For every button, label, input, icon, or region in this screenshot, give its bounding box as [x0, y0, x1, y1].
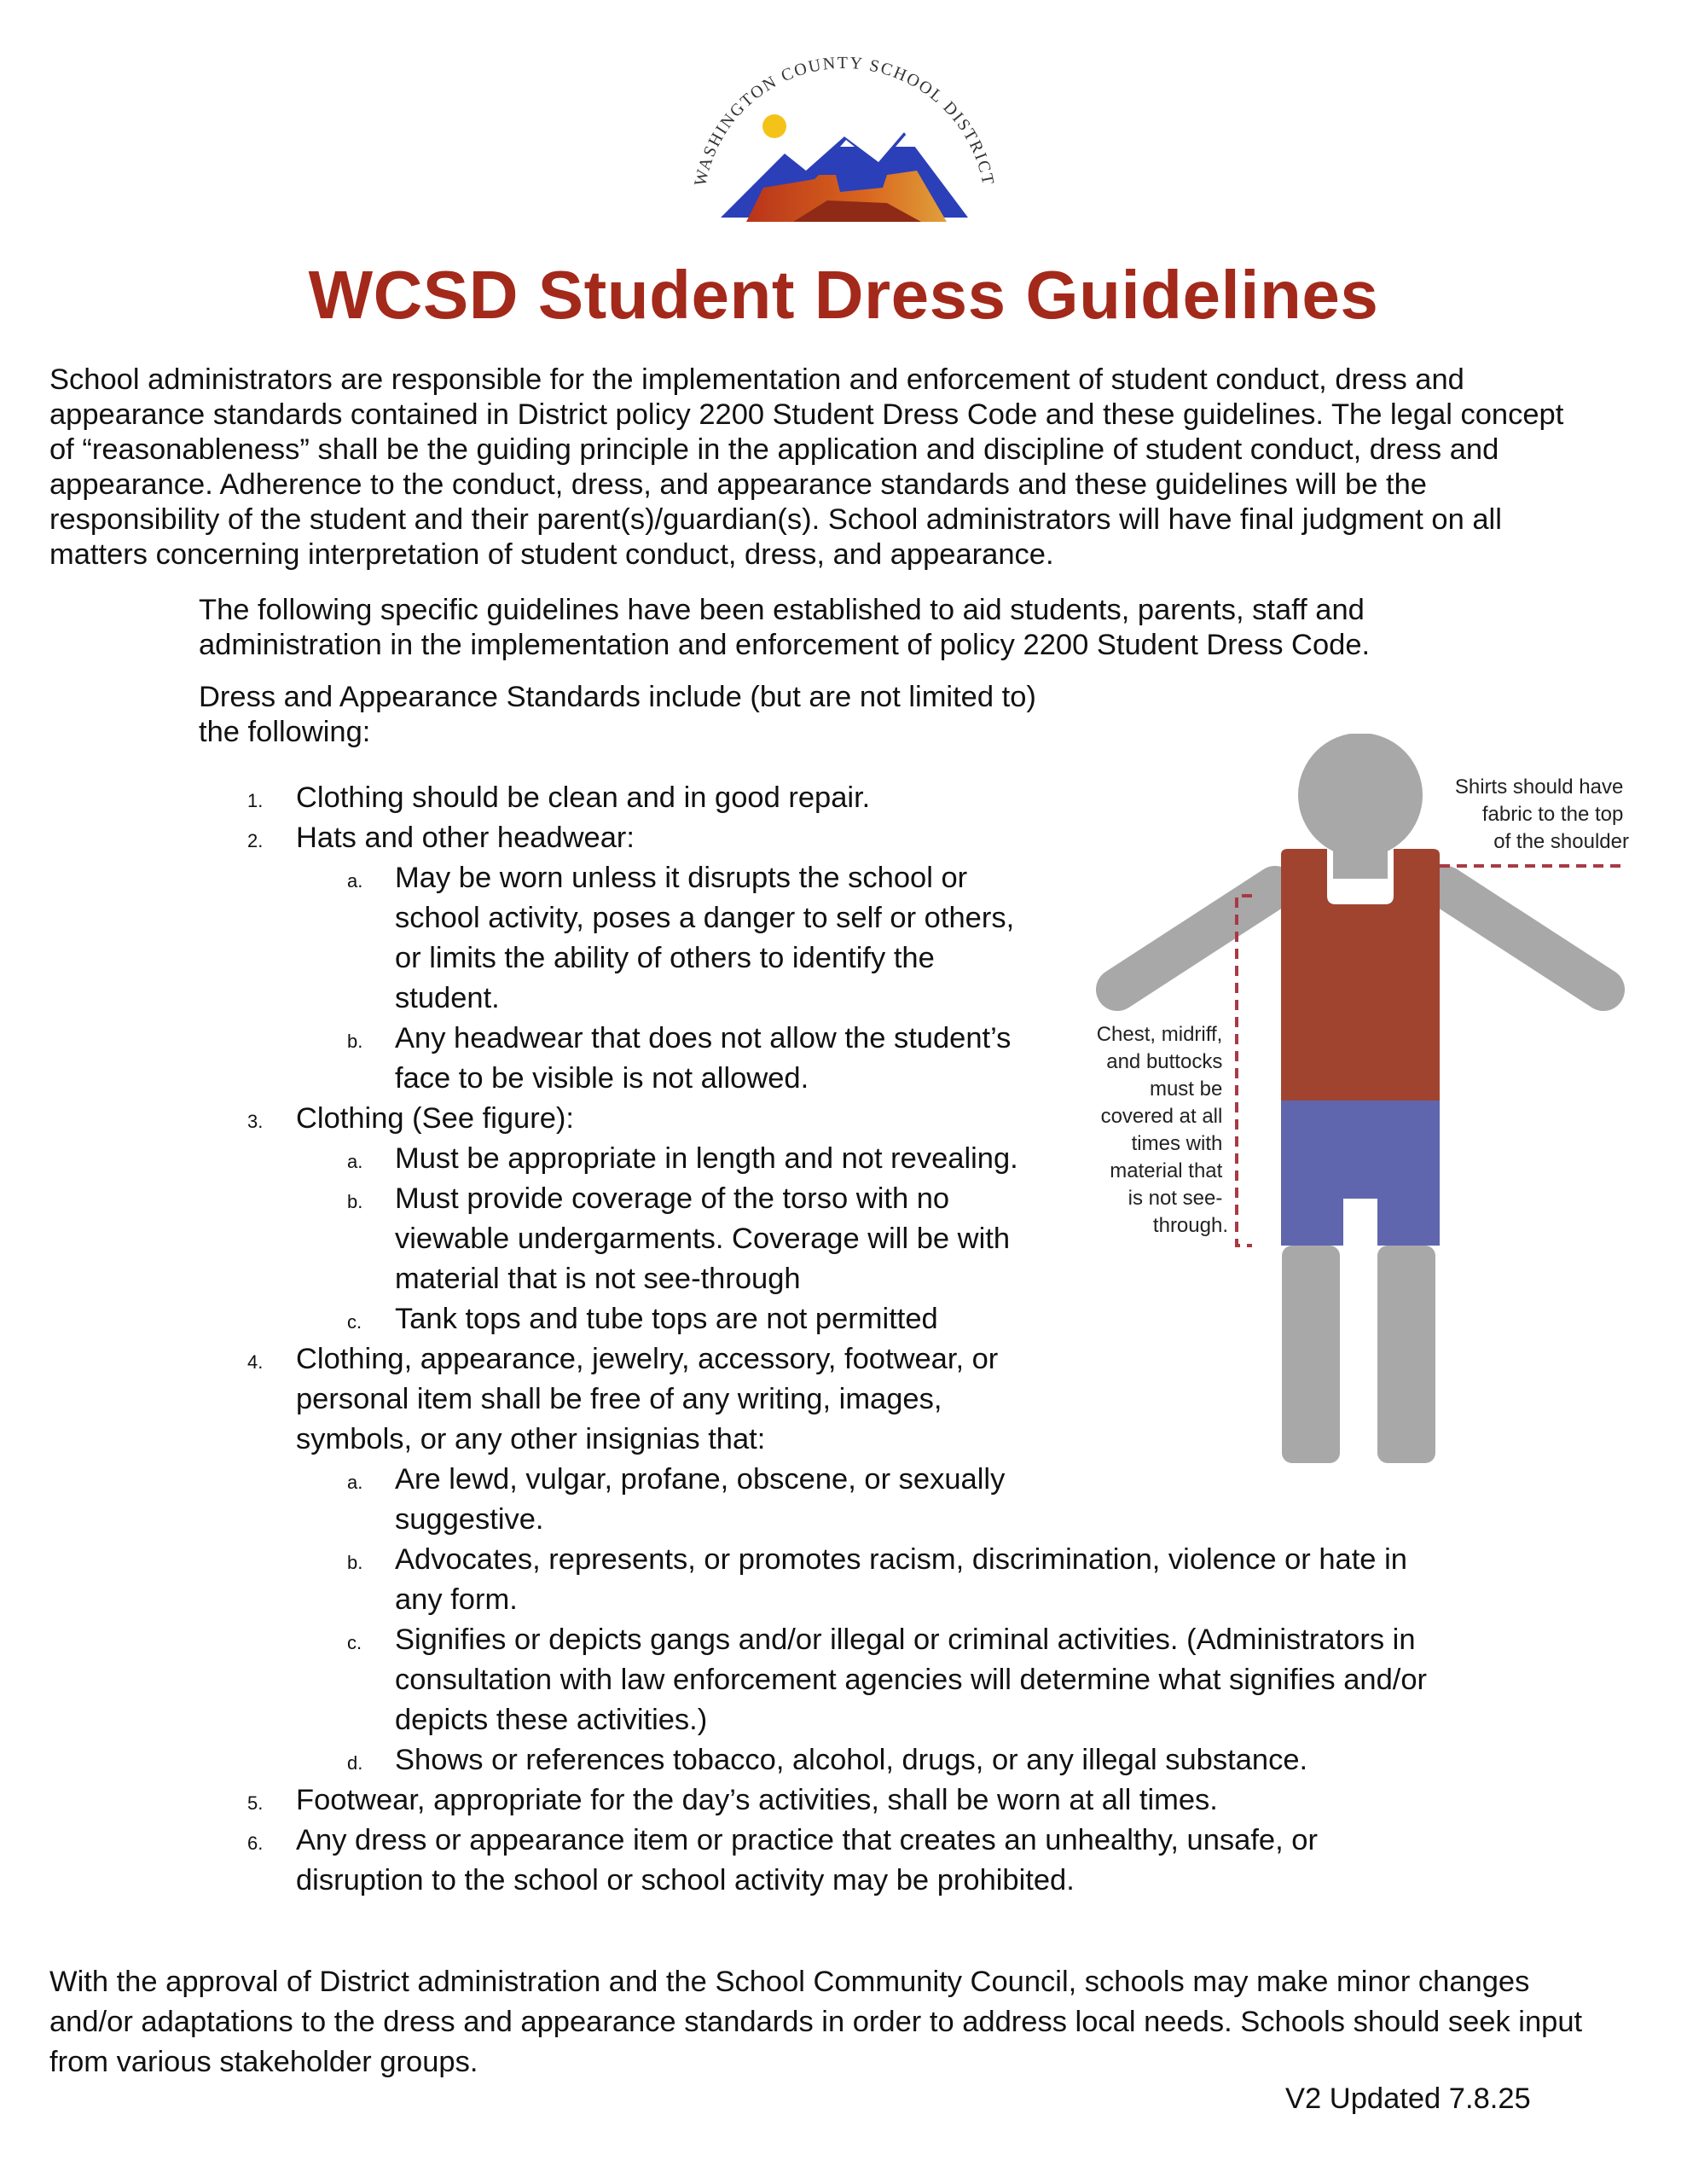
standards-intro [199, 680, 1137, 750]
figure-head [1298, 734, 1423, 857]
specific-guidelines-paragraph [199, 593, 1478, 663]
list-number: 5. [247, 1792, 264, 1814]
sub-item: Signifies or depicts gangs and/or illegal or criminal activities. (Administrators in consultation with law enforcement agencies will determine what signifies and/or depicts these activities.) [395, 1623, 1428, 1736]
logo-org-name: WASHINGTON COUNTY SCHOOL DISTRICT [691, 53, 998, 189]
closing-paragraph [49, 1962, 1653, 2082]
list-number: 3. [247, 1111, 264, 1132]
page-title: WCSD Student Dress Guidelines [308, 257, 1379, 333]
sub-letter: c. [347, 1311, 362, 1333]
torso-note: Chest, midriff, and buttocks must be covered at all times with material that is not see- through. [1096, 1023, 1228, 1237]
torso-guide-bracket [1237, 896, 1252, 1246]
list-number: 4. [247, 1351, 264, 1373]
list-item: Clothing, appearance, jewelry, accessory, footwear, or personal item shall be free of any writing, images, symbols, or any other insignias that: [296, 1343, 999, 1455]
figure-left-arm [1117, 887, 1275, 990]
figure-neck [1333, 845, 1388, 879]
sub-letter: b. [347, 1031, 363, 1052]
sub-letter: c. [347, 1632, 362, 1653]
standards-line: Dress and Appearance Standards include (but are not limited to) [199, 681, 1036, 713]
sub-letter: b. [347, 1552, 363, 1573]
sub-item: Must provide coverage of the torso with no viewable undergarments. Coverage will be with material that is not see-through [395, 1182, 1011, 1295]
intro-paragraph [49, 363, 1653, 572]
intro-line: appearance standards contained in District policy 2200 Student Dress Code and these guidelines. The legal concept [49, 398, 1564, 431]
sub-item: Any headwear that does not allow the student’s face to be visible is not allowed. [395, 1022, 1012, 1095]
intro-line: of “reasonableness” shall be the guiding principle in the application and discipline of student conduct, dress and [49, 433, 1499, 466]
figure-right-arm [1446, 887, 1603, 990]
intro-line: matters concerning interpretation of student conduct, dress, and appearance. [49, 538, 1054, 571]
district-logo [665, 51, 1023, 247]
specific-line: administration in the implementation and enforcement of policy 2200 Student Dress Code. [199, 629, 1371, 661]
intro-line: School administrators are responsible for the implementation and enforcement of student conduct, dress and [49, 363, 1464, 396]
list-number: 6. [247, 1833, 264, 1854]
sub-item: Must be appropriate in length and not revealing. [395, 1142, 1018, 1175]
sub-item: Advocates, represents, or promotes racism, discrimination, violence or hate in any form. [395, 1543, 1407, 1616]
standards-line: the following: [199, 716, 371, 748]
sub-item: Are lewd, vulgar, profane, obscene, or sexually suggestive. [395, 1463, 1006, 1536]
dress-code-figure [1083, 734, 1638, 1476]
figure-left-leg [1282, 1246, 1340, 1463]
sub-letter: a. [347, 870, 363, 892]
sub-letter: a. [347, 1472, 363, 1493]
sub-item: Shows or references tobacco, alcohol, drugs, or any illegal substance. [395, 1744, 1308, 1776]
closing-line: With the approval of District administration and the School Community Council, schools may make minor changes [49, 1966, 1530, 1998]
sub-letter: b. [347, 1191, 363, 1212]
specific-line: The following specific guidelines have been established to aid students, parents, staff and [199, 594, 1365, 626]
figure-right-leg [1377, 1246, 1435, 1463]
list-number: 2. [247, 830, 264, 851]
figure-shirt [1281, 849, 1440, 1101]
intro-line: appearance. Adherence to the conduct, dress, and appearance standards and these guidelines will be the [49, 468, 1427, 501]
list-number: 1. [247, 790, 264, 811]
intro-line: responsibility of the student and their parent(s)/guardian(s). School administrators will have final judgment on all [49, 503, 1502, 536]
list-item: Clothing should be clean and in good repair. [296, 781, 871, 814]
closing-line: and/or adaptations to the dress and appearance standards in order to address local needs. Schools should seek input [49, 2006, 1583, 2038]
closing-line: from various stakeholder groups. [49, 2046, 478, 2078]
sub-item: Tank tops and tube tops are not permitted [395, 1303, 938, 1335]
list-item: Clothing (See figure): [296, 1102, 574, 1135]
sub-item: May be worn unless it disrupts the school or school activity, poses a danger to self or others, or limits the ability of others to identify the student. [395, 862, 1015, 1014]
sub-letter: a. [347, 1151, 363, 1172]
logo-sun [762, 114, 786, 138]
list-item: Hats and other headwear: [296, 822, 635, 854]
sub-letter: d. [347, 1752, 363, 1774]
figure-shorts [1281, 1101, 1440, 1246]
list-item: Footwear, appropriate for the day’s activities, shall be worn at all times. [296, 1784, 1218, 1816]
shoulder-note: Shirts should have fabric to the top of the shoulder [1454, 775, 1629, 853]
version-label: V2 Updated 7.8.25 [1285, 2082, 1531, 2115]
list-item: Any dress or appearance item or practice that creates an unhealthy, unsafe, or disruption to the school or school activity may be prohibited. [296, 1824, 1318, 1896]
